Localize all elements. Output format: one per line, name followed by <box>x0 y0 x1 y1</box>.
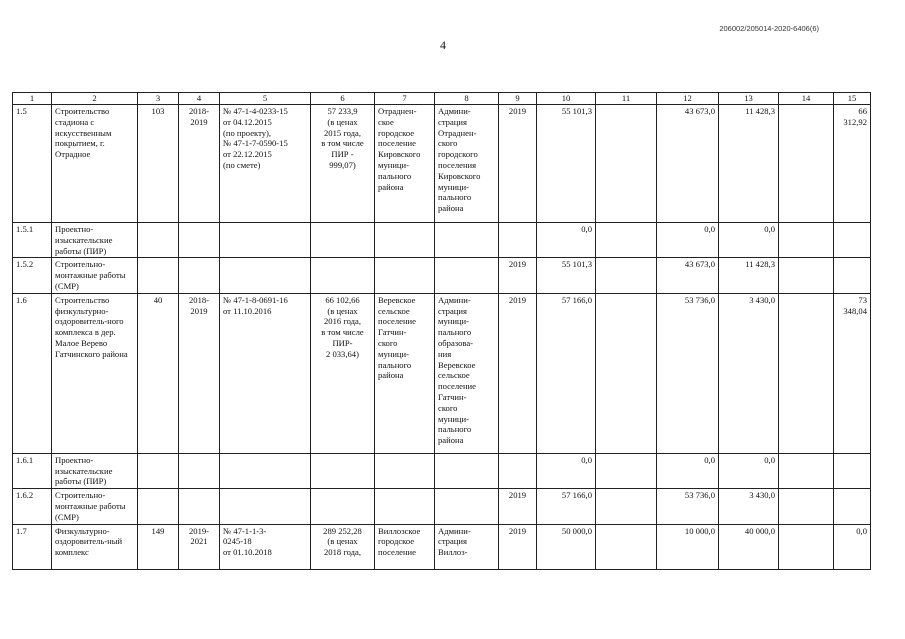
table-cell <box>138 453 179 488</box>
table-cell: 3 430,0 <box>719 293 779 453</box>
table-row <box>13 258 871 293</box>
table-cell <box>375 223 435 258</box>
table-cell <box>596 489 657 524</box>
table-cell <box>435 489 499 524</box>
table-cell: № 47-1-4-0233-15 от 04.12.2015 (по проекту), № 47-1-7-0590-15 от 22.12.2015 (по смете) <box>220 105 311 223</box>
table-cell: 53 736,0 <box>657 293 719 453</box>
table-cell: Виллозское городское поселение <box>375 524 435 569</box>
table-cell: 40 000,0 <box>719 524 779 569</box>
table-cell <box>779 489 834 524</box>
table-cell <box>435 453 499 488</box>
table-cell <box>834 258 871 293</box>
header-cell-6: 6 <box>311 93 375 105</box>
table-cell: № 47-1-8-0691-16 от 11.10.2016 <box>220 293 311 453</box>
header-cell-3: 3 <box>138 93 179 105</box>
table-cell <box>311 258 375 293</box>
table-cell: 10 000,0 <box>657 524 719 569</box>
header-cell-7: 7 <box>375 93 435 105</box>
header-cell-5: 5 <box>220 93 311 105</box>
header-cell-2: 2 <box>52 93 138 105</box>
table-cell: 2019 <box>499 524 537 569</box>
table-cell: № 47-1-1-3- 0245-18 от 01.10.2018 <box>220 524 311 569</box>
table-cell <box>834 223 871 258</box>
table-cell <box>311 453 375 488</box>
table-cell: 40 <box>138 293 179 453</box>
table-cell <box>596 223 657 258</box>
table-cell: 73 348,04 <box>834 293 871 453</box>
table-cell <box>779 453 834 488</box>
table-cell <box>375 258 435 293</box>
table-cell <box>834 489 871 524</box>
table-cell <box>596 258 657 293</box>
table-cell <box>179 223 220 258</box>
table-cell <box>311 223 375 258</box>
table-cell: 1.5 <box>13 105 52 223</box>
table-cell <box>779 293 834 453</box>
table-cell <box>179 258 220 293</box>
header-cell-13: 13 <box>719 93 779 105</box>
table-cell <box>779 258 834 293</box>
table-cell <box>596 524 657 569</box>
projects-table <box>12 92 871 570</box>
table-cell: Проектно-изыскательские работы (ПИР) <box>52 223 138 258</box>
table-cell <box>499 453 537 488</box>
table-cell: 0,0 <box>834 524 871 569</box>
table-cell <box>311 489 375 524</box>
table-cell: 57 233,9 (в ценах 2015 года, в том числе ПИР - 999,07) <box>311 105 375 223</box>
table-cell <box>375 489 435 524</box>
header-cell-14: 14 <box>779 93 834 105</box>
table-cell <box>138 223 179 258</box>
table-cell <box>834 453 871 488</box>
table-cell: 66 312,92 <box>834 105 871 223</box>
header-cell-10: 10 <box>537 93 596 105</box>
table-cell: 2018- 2019 <box>179 105 220 223</box>
document-code: 206002/205014-2020-6406(6) <box>719 24 819 33</box>
table-cell: 55 101,3 <box>537 105 596 223</box>
table-cell: 11 428,3 <box>719 258 779 293</box>
page-number: 4 <box>440 38 446 52</box>
table-cell <box>138 258 179 293</box>
header-row <box>13 93 871 105</box>
table-cell: Админи- страция муници- пального образова- ния Веревское сельское поселение Гатчин- ского муници- пального района <box>435 293 499 453</box>
table-cell <box>138 489 179 524</box>
table-cell: 55 101,3 <box>537 258 596 293</box>
table-cell: Админи- страция Виллоз- <box>435 524 499 569</box>
table-cell: 0,0 <box>537 223 596 258</box>
table-cell <box>596 453 657 488</box>
table-cell: 2019 <box>499 105 537 223</box>
table-cell <box>596 293 657 453</box>
table-cell: Физкультурно-оздоровитель-ный комплекс <box>52 524 138 569</box>
table-cell: 149 <box>138 524 179 569</box>
table-cell: 103 <box>138 105 179 223</box>
table-cell <box>499 223 537 258</box>
table-cell: 1.5.1 <box>13 223 52 258</box>
table-cell: Админи- страция Отраднен- ского городского поселения Кировского муници- пального района <box>435 105 499 223</box>
table-cell: 53 736,0 <box>657 489 719 524</box>
table-cell: 57 166,0 <box>537 293 596 453</box>
table-cell: Проектно-изыскательские работы (ПИР) <box>52 453 138 488</box>
header-cell-12: 12 <box>657 93 719 105</box>
table-cell <box>179 453 220 488</box>
table-row <box>13 453 871 488</box>
table-cell: 50 000,0 <box>537 524 596 569</box>
table-cell: 1.6 <box>13 293 52 453</box>
table-cell: Строительно-монтажные работы (СМР) <box>52 489 138 524</box>
table-cell: 0,0 <box>537 453 596 488</box>
table-row <box>13 293 871 453</box>
table-cell <box>596 105 657 223</box>
table-cell <box>220 489 311 524</box>
table-cell <box>179 489 220 524</box>
header-cell-15: 15 <box>834 93 871 105</box>
table-cell: 2019 <box>499 258 537 293</box>
table-cell: 11 428,3 <box>719 105 779 223</box>
table-cell <box>779 223 834 258</box>
table-cell: 2018- 2019 <box>179 293 220 453</box>
table-cell: 0,0 <box>719 223 779 258</box>
table-cell <box>220 258 311 293</box>
table-cell <box>779 105 834 223</box>
table-cell: 57 166,0 <box>537 489 596 524</box>
table-cell <box>220 453 311 488</box>
table-cell: Строительство стадиона с искусственным покрытием, г. Отрадное <box>52 105 138 223</box>
table-row <box>13 524 871 569</box>
table-cell: 0,0 <box>657 223 719 258</box>
table-row <box>13 489 871 524</box>
table-row <box>13 223 871 258</box>
table-cell: 0,0 <box>719 453 779 488</box>
table-cell: 66 102,66 (в ценах 2016 года, в том числе ПИР- 2 033,64) <box>311 293 375 453</box>
header-cell-1: 1 <box>13 93 52 105</box>
table-cell: 3 430,0 <box>719 489 779 524</box>
table-cell: 43 673,0 <box>657 105 719 223</box>
header-cell-8: 8 <box>435 93 499 105</box>
header-cell-11: 11 <box>596 93 657 105</box>
table-cell: 1.5.2 <box>13 258 52 293</box>
table-cell <box>220 223 311 258</box>
table-cell: Отраднен- ское городское поселение Кировского муници- пального района <box>375 105 435 223</box>
table-cell: 1.6.1 <box>13 453 52 488</box>
table-cell: 1.6.2 <box>13 489 52 524</box>
table-cell: 2019 <box>499 489 537 524</box>
header-cell-4: 4 <box>179 93 220 105</box>
table-cell: Строительно-монтажные работы (СМР) <box>52 258 138 293</box>
table-cell: 2019 <box>499 293 537 453</box>
table-cell: 2019- 2021 <box>179 524 220 569</box>
table-cell: 1.7 <box>13 524 52 569</box>
table-cell: Веревское сельское поселение Гатчин- ского муници- пального района <box>375 293 435 453</box>
table-row <box>13 105 871 223</box>
table-cell: 43 673,0 <box>657 258 719 293</box>
table-cell: 0,0 <box>657 453 719 488</box>
table-cell <box>375 453 435 488</box>
table-cell: Строительство физкультурно-оздоровитель-ного комплекса в дер. Малое Верево Гатчинского района <box>52 293 138 453</box>
header-cell-9: 9 <box>499 93 537 105</box>
table-cell <box>435 258 499 293</box>
table-cell <box>435 223 499 258</box>
table-cell: 289 252,28 (в ценах 2018 года, <box>311 524 375 569</box>
table-cell <box>779 524 834 569</box>
